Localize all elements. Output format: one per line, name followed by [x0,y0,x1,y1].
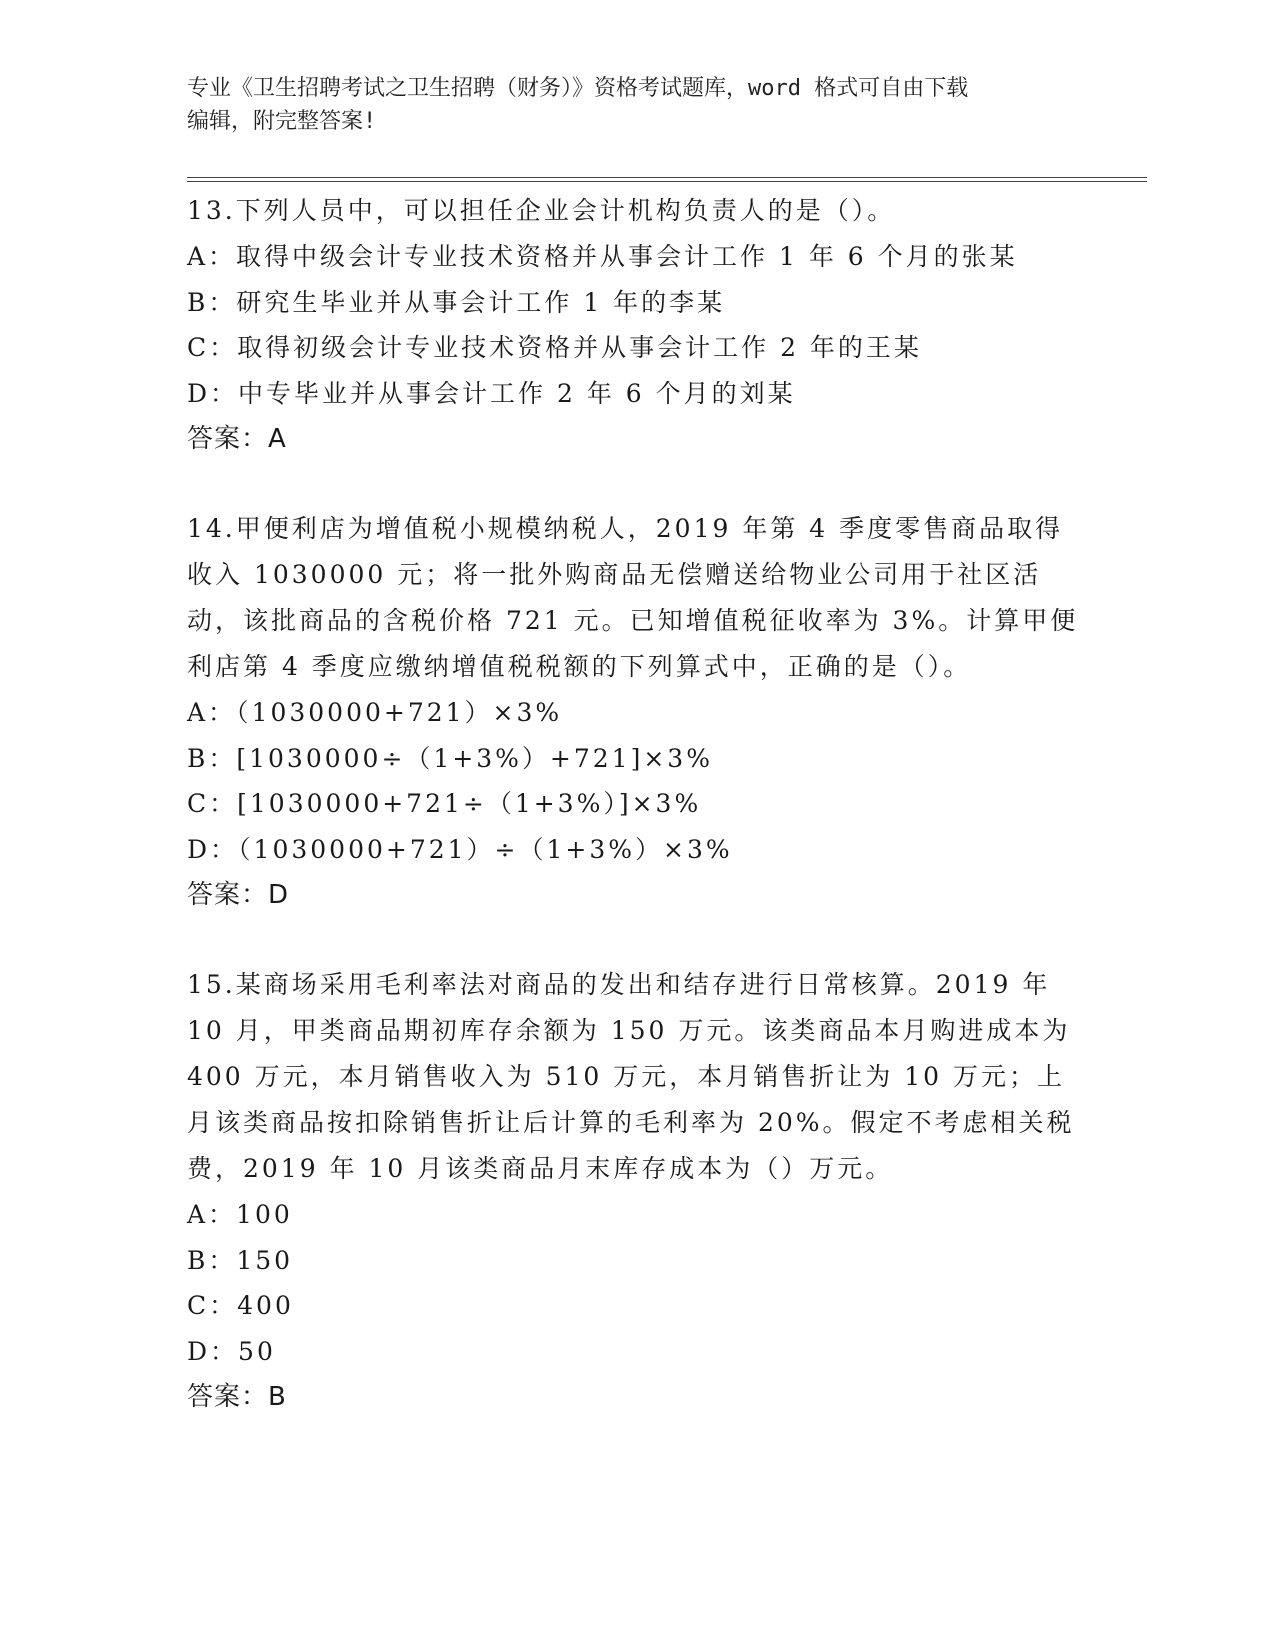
question-13 [187,188,1087,462]
option-b: B：研究生毕业并从事会计工作 1 年的李某 [187,287,726,317]
option-a: A：（1030000+721）×3% [187,698,563,727]
option-c: C：取得初级会计专业技术资格并从事会计工作 2 年的王某 [187,333,922,362]
option-d: D：（1030000+721）÷（1+3%）×3% [187,834,733,864]
option-b: B：[1030000÷（1+3%）+721]×3% [187,743,713,773]
option-a: A：取得中级会计专业技术资格并从事会计工作 1 年 6 个月的张某 [187,242,1018,271]
question-text: 13.下列人员中，可以担任企业会计机构负责人的是（）。 [187,196,896,225]
question-text: 14.甲便利店为增值税小规模纳税人，2019 年第 4 季度零售商品取得收入 1030000 元；将一批外购商品无偿赠送给物业公司用于社区活动，该批商品的含税价格 721 元。已知增值税征收率为 3%。计算甲便利店第 4 季度应缴纳增值税税额的下列算式中，正确的是（）。 [187,514,1079,681]
question-15 [187,962,1087,1420]
option-b: B：150 [187,1245,294,1275]
option-d: D：50 [187,1336,276,1366]
spacer [187,918,1087,962]
header-divider [187,177,1147,182]
document-header [187,72,1087,138]
question-list [187,188,1087,1420]
question-text: 15.某商场采用毛利率法对商品的发出和结存进行日常核算。2019 年 10 月，甲类商品期初库存余额为 150 万元。该类商品本月购进成本为 400 万元，本月销售收入为 510 万元，本月销售折让为 10 万元；上月该类商品按扣除销售折让后计算的毛利率为 20%。假定不考虑相关税费，2019 年 10 月该类商品月末库存成本为（）万元。 [187,970,1075,1183]
spacer [187,462,1087,506]
option-a: A：100 [187,1200,293,1229]
header-line-2: 编辑，附完整答案! [187,109,377,134]
answer: 答案：A [187,424,287,454]
header-line-1: 专业《卫生招聘考试之卫生招聘（财务）》资格考试题库，word 格式可自由下载 [187,76,969,101]
answer: 答案：D [187,880,290,910]
answer: 答案：B [187,1382,287,1412]
option-c: C：400 [187,1291,294,1320]
option-c: C：[1030000+721÷（1+3%）]×3% [187,789,702,818]
option-d: D：中专毕业并从事会计工作 2 年 6 个月的刘某 [187,378,796,408]
question-14 [187,506,1087,918]
